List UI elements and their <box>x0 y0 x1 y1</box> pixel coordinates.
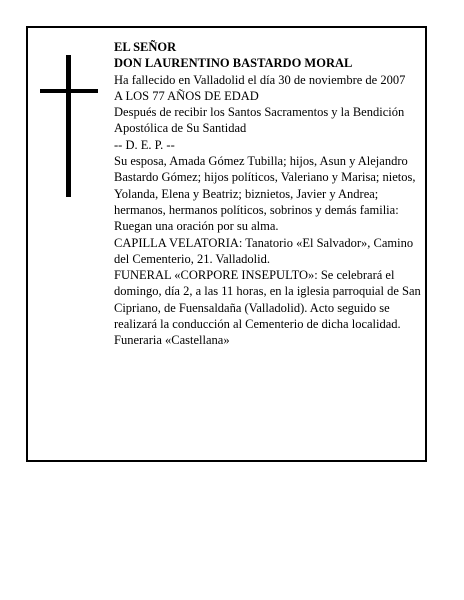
cross-icon <box>40 55 98 197</box>
obituary-notice <box>26 26 427 462</box>
funeral-home: Funeraria «Castellana» <box>114 333 230 348</box>
deceased-name: DON LAURENTINO BASTARDO MORAL <box>114 56 353 71</box>
family-list: Su esposa, Amada Gómez Tubilla; hijos, Asun y Alejandro Bastardo Gómez; hijos políticos, Valeriano y Marisa; nietos, Yolanda, Elena y Beatriz; biznietos, Javier y Andrea; hermanos, hermanos políticos, sobrinos y demás familia: <box>114 154 416 217</box>
rest-in-peace: -- D. E. P. -- <box>114 137 175 152</box>
notice-title: EL SEÑOR <box>114 40 177 54</box>
funeral-details: FUNERAL «CORPORE INSEPULTO»: Se celebrará el domingo, día 2, a las 11 horas, en la iglesia parroquial de San Cipriano, de Fuensaldaña (Valladolid). Acto seguido se realizará la conducción al Cementerio de dicha localidad. <box>114 268 421 332</box>
cross-horizontal-bar <box>40 89 98 93</box>
age-at-death: A LOS 77 AÑOS DE EDAD <box>114 88 259 103</box>
sacraments-note: Después de recibir los Santos Sacramentos y la Bendición Apostólica de Su Santidad <box>114 105 405 136</box>
notice-text <box>114 39 422 349</box>
cross-vertical-bar <box>66 55 71 197</box>
death-announcement: Ha fallecido en Valladolid el día 30 de noviembre de 2007 <box>114 72 406 87</box>
wake-chapel: CAPILLA VELATORIA: Tanatorio «El Salvador», Camino del Cementerio, 21. Valladolid. <box>114 235 414 266</box>
prayer-request: Ruegan una oración por su alma. <box>114 219 279 234</box>
